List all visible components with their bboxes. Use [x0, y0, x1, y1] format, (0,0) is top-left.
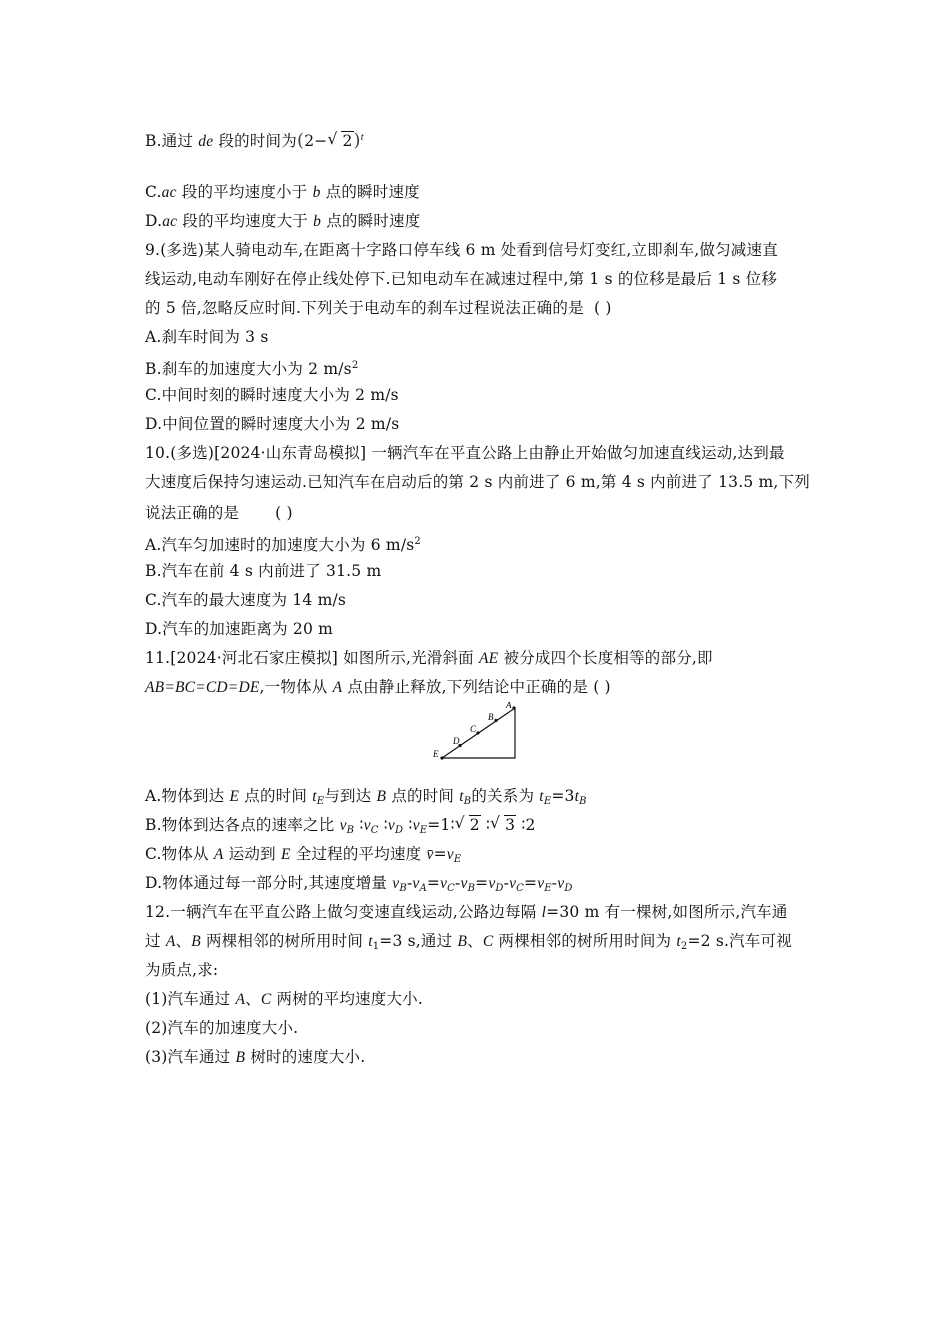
q10-stem-line3: 说法正确的是 ( ) [145, 504, 293, 522]
q8-option-b: B.通过 de 段的时间为(2− √ 2)$^t$ [145, 130, 364, 151]
q10-stem-line1: 10.(多选)[2024·山东青岛模拟] 一辆汽车在平直公路上由静止开始做匀加速直线运动,达到最 [145, 444, 785, 462]
q9-option-c: C.中间时刻的瞬时速度大小为 2 m/s [145, 386, 399, 404]
q10-option-d: D.汽车的加速距离为 20 m [145, 620, 334, 638]
q11-option-b: B.物体到达各点的速率之比 $v_B$ $∶v_C$ $∶v_D$ $∶v_E=1∶$ √ 2 ∶ √ 3 ∶2 [145, 814, 536, 836]
point-a [512, 706, 515, 709]
q11-stem-line1: 11.[2024·河北石家庄模拟] 如图所示,光滑斜面 AE 被分成四个长度相等的部分,即 [145, 649, 713, 667]
sqrt-2: √ 2 [454, 814, 480, 834]
label-a: A [506, 702, 512, 710]
q11-option-c: C.物体从 A 运动到 E 全过程的平均速度 $v̄=v_E$ [145, 845, 462, 865]
sqrt-2: √ 2 [327, 130, 353, 150]
point-e [440, 756, 443, 759]
q8-option-d: D.ac 段的平均速度大于 b 点的瞬时速度 [145, 212, 421, 230]
q8-option-c: C.ac 段的平均速度小于 b 点的瞬时速度 [145, 183, 420, 201]
q9-option-a: A.刹车时间为 3 s [145, 328, 269, 346]
q11-option-a: A.物体到达 E 点的时间 $t_E$与到达 B 点的时间 $t_B$的关系为 $t_E=3t_B$ [145, 787, 587, 807]
q12-subquestion-2: (2)汽车的加速度大小. [145, 1019, 299, 1037]
label-c: C [470, 724, 477, 734]
q9-stem-line2: 线运动,电动车刚好在停止线处停下.已知电动车在减速过程中,第 1 s 的位移是最后 1 s 位移 [145, 270, 778, 288]
q11-option-d: D.物体通过每一部分时,其速度增量 $v_B-v_A=v_C-v_B=v_D-v_C=v_E-v_D$ [145, 874, 573, 894]
label-e: E [433, 749, 439, 759]
q9-option-d: D.中间位置的瞬时速度大小为 2 m/s [145, 415, 400, 433]
q11-stem-line2: AB=BC=CD=DE,一物体从 A 点由静止释放,下列结论中正确的是 ( ) [145, 678, 611, 696]
point-b [494, 719, 497, 722]
label-b: B [488, 712, 494, 722]
answer-paren: ( ) [593, 678, 611, 696]
q9-stem-line3: 的 5 倍,忽略反应时间.下列关于电动车的刹车过程说法正确的是 ( ) [145, 299, 612, 317]
sqrt-3: √ 3 [490, 814, 516, 834]
answer-paren: ( ) [594, 299, 612, 317]
q12-subquestion-1: (1)汽车通过 A、C 两树的平均速度大小. [145, 990, 423, 1008]
q10-option-c: C.汽车的最大速度为 14 m/s [145, 591, 347, 609]
q12-stem-line1: 12.一辆汽车在平直公路上做匀变速直线运动,公路边每隔 l=30 m 有一棵树,如图所示,汽车通 [145, 903, 788, 921]
point-c [476, 731, 479, 734]
incline-figure [430, 702, 520, 762]
q12-subquestion-3: (3)汽车通过 B 树时的速度大小. [145, 1048, 366, 1066]
q10-option-b: B.汽车在前 4 s 内前进了 31.5 m [145, 562, 382, 580]
q9-stem-line1: 9.(多选)某人骑电动车,在距离十字路口停车线 6 m 处看到信号灯变红,立即刹车,做匀减速直 [145, 241, 778, 259]
q12-stem-line2: 过 A、B 两棵相邻的树所用时间 $t_1=3$ s,通过 B、C 两棵相邻的树所用时间为 $t_2=2$ s.汽车可视 [145, 932, 792, 952]
answer-paren: ( ) [275, 504, 293, 522]
q12-stem-line3: 为质点,求: [145, 961, 219, 979]
q10-option-a: A.汽车匀加速时的加速度大小为 6 $m/s^2$ [145, 536, 421, 554]
label-d: D [453, 736, 460, 746]
q9-option-b: B.刹车的加速度大小为 2 $m/s^2$ [145, 360, 359, 378]
q10-stem-line2: 大速度后保持匀速运动.已知汽车在启动后的第 2 s 内前进了 6 m,第 4 s 内前进了 13.5 m,下列 [145, 473, 810, 491]
